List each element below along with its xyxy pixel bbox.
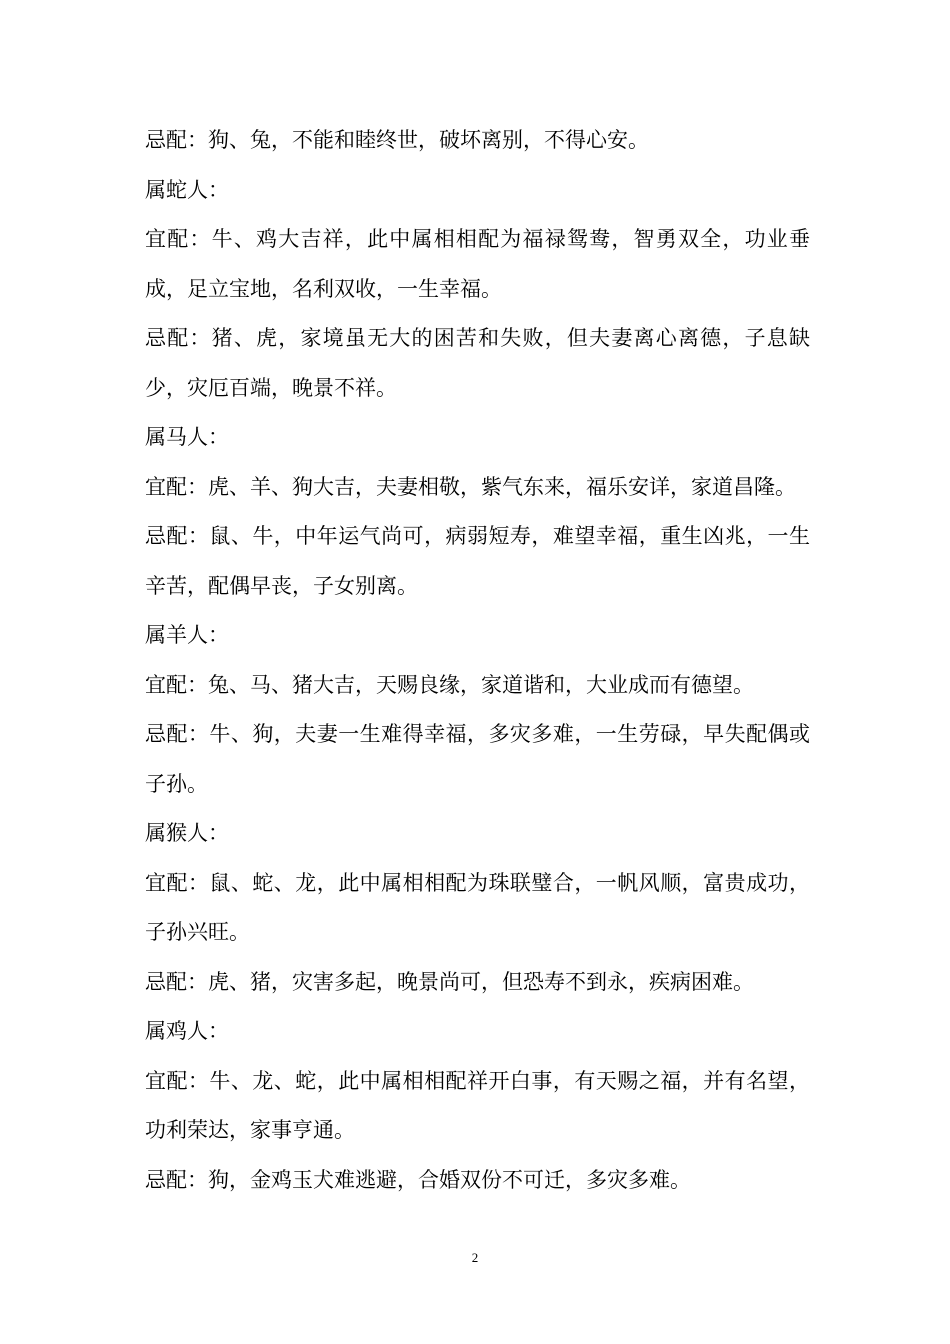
heading-goat: 属羊人：: [145, 623, 229, 647]
heading-rooster: 属鸡人：: [145, 1019, 229, 1043]
page-number: 2: [471, 1250, 479, 1265]
paragraph-yi-pei-goat: 宜配：兔、马、猪大吉，天赐良缘，家道谐和，大业成而有德望。: [145, 672, 754, 697]
paragraph-ji-pei-monkey: 忌配：虎、猪，灾害多起，晚景尚可，但恐寿不到永，疾病困难。: [145, 969, 754, 994]
heading-monkey: 属猴人：: [145, 821, 229, 845]
paragraph-yi-pei-rooster: 宜配：牛、龙、蛇，此中属相相配祥开白事，有天赐之福，并有名望，功利荣达，家事亨通。: [145, 1068, 810, 1142]
paragraph-ji-pei-horse: 忌配：鼠、牛，中年运气尚可，病弱短寿，难望幸福，重生凶兆，一生辛苦，配偶早丧，子女别离。: [145, 524, 810, 598]
paragraph-yi-pei-snake: 宜配：牛、鸡大吉祥，此中属相相配为福禄鸳鸯，智勇双全，功业垂成，足立宝地，名利双收，一生幸福。: [145, 227, 810, 301]
paragraph-ji-pei-snake: 忌配：猪、虎，家境虽无大的困苦和失败，但夫妻离心离德，子息缺少，灾厄百端，晚景不祥。: [145, 326, 810, 400]
heading-horse: 属马人：: [145, 425, 229, 449]
paragraph-ji-pei-goat: 忌配：牛、狗，夫妻一生难得幸福，多灾多难，一生劳碌，早失配偶或子孙。: [145, 722, 810, 796]
page-body: [145, 116, 810, 1205]
paragraph-ji-pei-rooster: 忌配：狗，金鸡玉犬难逃避，合婚双份不可迁，多灾多难。: [145, 1167, 691, 1192]
paragraph-yi-pei-horse: 宜配：虎、羊、狗大吉，夫妻相敬，紫气东来，福乐安详，家道昌隆。: [145, 474, 796, 499]
paragraph-ji-pei-tu: 忌配：狗、兔，不能和睦终世，破坏离别，不得心安。: [145, 128, 649, 152]
heading-snake: 属蛇人：: [145, 177, 229, 202]
paragraph-yi-pei-monkey: 宜配：鼠、蛇、龙，此中属相相配为珠联璧合，一帆风顺，富贵成功，子孙兴旺。: [145, 870, 810, 944]
